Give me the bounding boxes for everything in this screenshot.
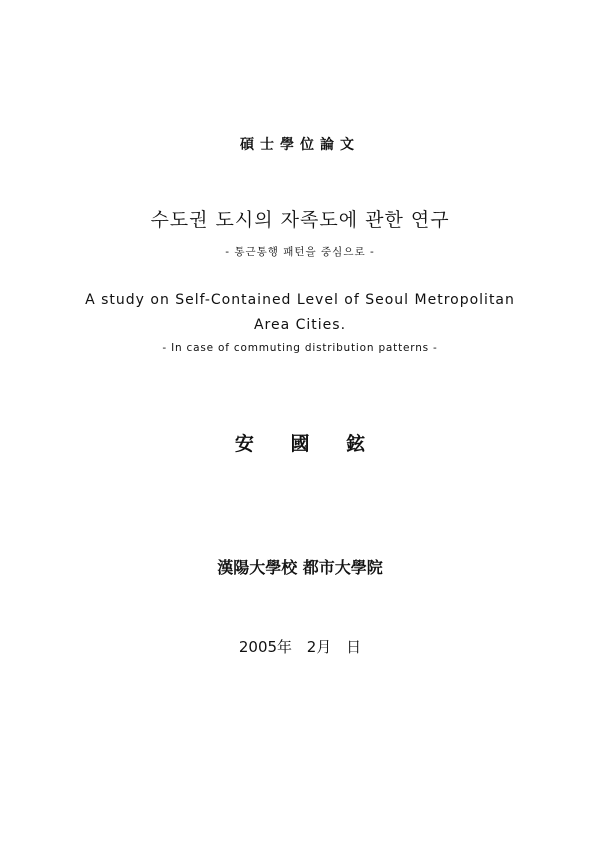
school-name: 漢陽大學校 都市大學院: [217, 558, 383, 577]
degree-type: 碩士學位論文: [240, 137, 360, 153]
author-name: 安 國 鉉: [234, 433, 366, 455]
thesis-subtitle-korean: - 통근통행 패턴을 중심으로 -: [225, 246, 375, 258]
submission-date: 2005年 2月 日: [238, 638, 362, 656]
thesis-subtitle-english: - In case of commuting distribution patterns -: [162, 342, 438, 354]
thesis-title-english-line2: Area Cities.: [253, 317, 347, 333]
thesis-title-korean: 수도권 도시의 자족도에 관한 연구: [150, 209, 450, 231]
thesis-title-english-line1: A study on Self-Contained Level of Seoul Metropolitan: [85, 292, 515, 308]
